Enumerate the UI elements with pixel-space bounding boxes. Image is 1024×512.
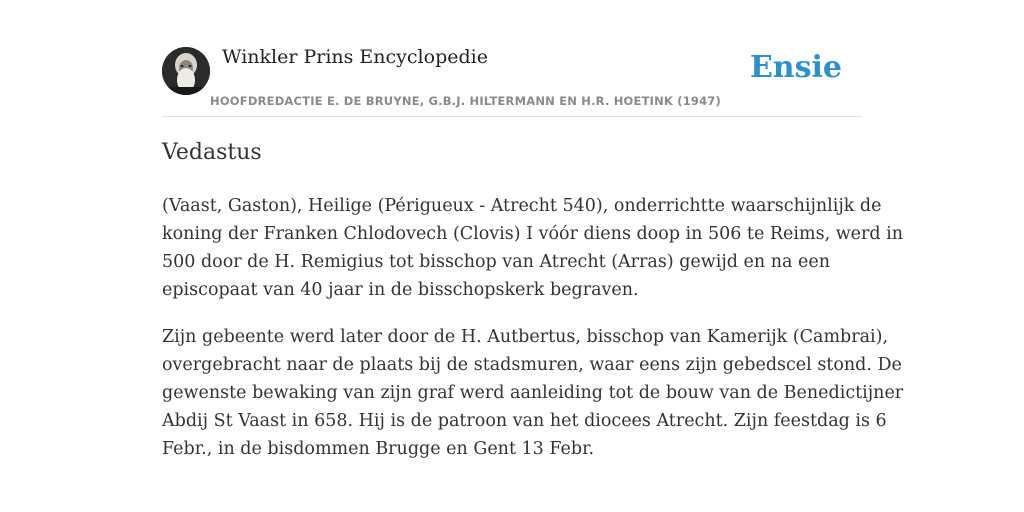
paragraph-line: overgebracht naar de plaats bij de stadsmuren, waar eens zijn gebedscel stond. De (162, 355, 902, 375)
paragraph-line: Zijn gebeente werd later door de H. Autbertus, bisschop van Kamerijk (Cambrai), (162, 327, 889, 347)
paragraph-line: Abdij St Vaast in 658. Hij is de patroon van het diocees Atrecht. Zijn feestdag is 6 (162, 411, 887, 431)
editors-line: HOOFDREDACTIE E. DE BRUYNE, G.B.J. HILTERMANN EN H.R. HOETINK (1947) (210, 94, 721, 108)
source-title[interactable]: Winkler Prins Encyclopedie (222, 46, 488, 68)
paragraph-line: 500 door de H. Remigius tot bisschop van Atrecht (Arras) gewijd en na een (162, 252, 830, 272)
entry-title: Vedastus (162, 140, 262, 165)
paragraph-line: gewenste bewaking van zijn graf werd aanleiding tot de bouw van de Benedictijner (162, 383, 904, 403)
paragraph-2 (162, 323, 904, 463)
paragraph-line: Febr., in de bisdommen Brugge en Gent 13 Febr. (162, 439, 595, 459)
portrait-icon (162, 47, 210, 95)
paragraph-line: episcopaat van 40 jaar in de bisschopskerk begraven. (162, 280, 639, 300)
author-portrait (162, 47, 210, 95)
page-content (162, 0, 904, 459)
paragraph-line: koning der Franken Chlodovech (Clovis) I vóór diens doop in 506 te Reims, werd in (162, 224, 904, 244)
source-header (162, 0, 862, 117)
paragraph-1 (162, 192, 904, 304)
brand-logo-link[interactable]: Ensie (749, 50, 842, 85)
paragraph-line: (Vaast, Gaston), Heilige (Périgueux - Atrecht 540), onderrichtte waarschijnlijk de (162, 196, 882, 216)
